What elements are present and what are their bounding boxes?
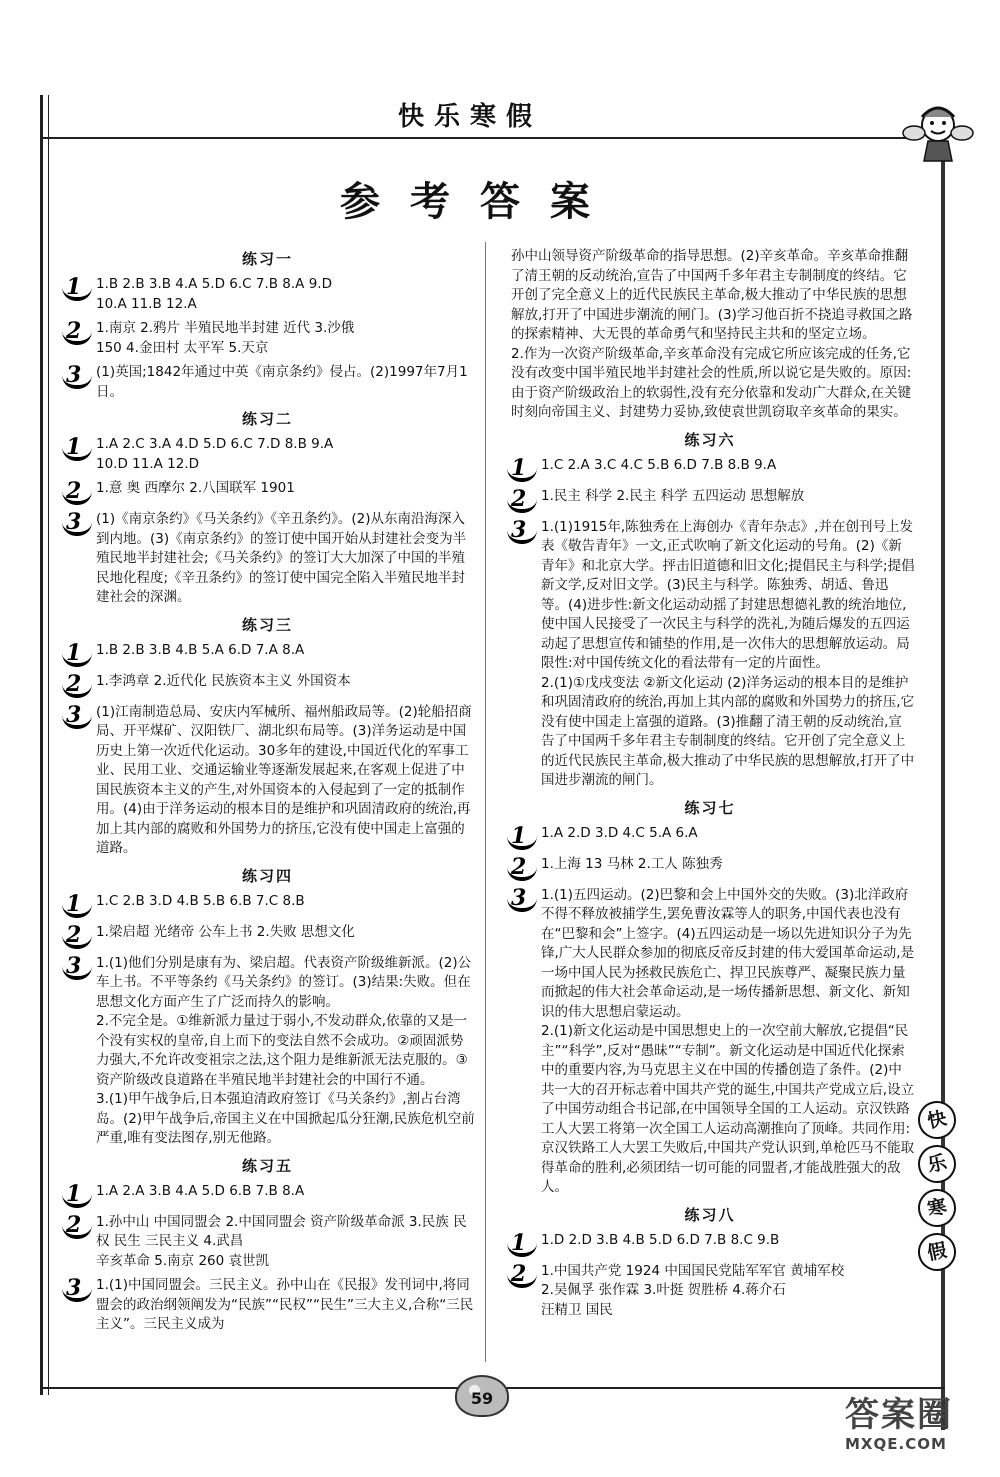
answer-text: (1)英国;1842年通过中英《南京条约》侵占。(2)1997年7月1日。 — [96, 364, 468, 400]
question-number: 2 — [511, 853, 527, 880]
question-number-icon — [60, 954, 96, 980]
side-badge — [918, 1095, 958, 1277]
question-number: 1 — [511, 454, 527, 481]
question-number-icon — [60, 641, 96, 667]
question-number: 2 — [66, 670, 82, 697]
answer-text: 1.中国共产党 1924 中国国民党陆军军官 黄埔军校 2.吴佩孚 张作霖 3.叶挺 贺胜桥 4.蒋介石 汪精卫 国民 — [541, 1262, 845, 1318]
question-number: 3 — [511, 516, 527, 543]
question-number-icon — [505, 456, 541, 482]
answer-item — [60, 892, 475, 918]
section-title: 练习五 — [241, 1156, 293, 1175]
question-number: 3 — [66, 952, 82, 979]
answer-item — [60, 1276, 475, 1335]
answer-item — [60, 672, 475, 698]
section-title: 练习七 — [684, 798, 736, 817]
answer-text: 1.A 2.D 3.D 4.C 5.A 6.A — [541, 824, 698, 841]
answer-item — [60, 954, 475, 1149]
side-badge-char: 乐 — [914, 1141, 959, 1186]
question-number: 1 — [66, 890, 82, 917]
running-header: 快乐寒假 — [397, 102, 542, 132]
answer-text: 1.李鸿章 2.近代化 民族资本主义 外国资本 — [96, 672, 351, 689]
question-number-icon — [60, 275, 96, 301]
question-number-icon — [505, 824, 541, 850]
question-number-icon — [60, 435, 96, 461]
question-number-icon — [505, 518, 541, 544]
answer-item — [505, 518, 915, 791]
answer-item — [60, 275, 475, 314]
question-number-icon — [60, 319, 96, 345]
question-number: 3 — [66, 1275, 82, 1301]
answer-text: 孙中山领导资产阶级革命的指导思想。(2)辛亥革命。辛亥革命推翻了清王朝的反动统治,宣告了中国两千多年君主专制制度的终结。它开创了完全意义上的近代民族民主革命,极大推动了中华民族的思想解放,打开了中国进步潮流的闸门。(3)学习他百折不挠追寻救国之路的探索精神、大无畏的革命勇气和坚持民主共和的坚定立场。 2.作为一次资产阶级革命,辛亥革命没有完成它所应该完成的任务,它没有改变中国半殖民地半封建社会的性质,所以说它是失败的。原因:由于资产阶级政治上的软弱性,没有充分依靠和发动广大群众,在关键时刻向帝国主义、封建势力妥协,致使袁世凯窃取辛亥革命的果实。 — [511, 248, 913, 420]
answer-text: 1.(1)他们分别是康有为、梁启超。代表资产阶级维新派。(2)公车上书。不平等条约《马关条约》的签订。(3)结果:失败。但在思想文化方面产生了广泛而持久的影响。 2.不完全是。①维新派力量过于弱小,不发动群众,依靠的又是一个没有实权的皇帝,自上而下的变法自然不会成功。②顽固派势力强大,不允许改变祖宗之法,这个阻力是维新派无法克服的。③资产阶级改良道路在半殖民地半封建社会的中国行不通。 3.(1)甲午战争后,日本强迫清政府签订《马关条约》,割占台湾岛。(2)甲午战争后,帝国主义在中国掀起瓜分狂潮,民族危机空前严重,唯有变法图存,别无他路。 — [96, 954, 475, 1146]
answer-text: 1.(1)1915年,陈独秀在上海创办《青年杂志》,并在创刊号上发表《敬告青年》一文,正式吹响了新文化运动的号角。(2)《新青年》和北京大学。抨击旧道德和旧文化;提倡民主与科学;提倡新文学,反对旧文学。(3)民主与科学。陈独秀、胡适、鲁迅等。(4)进步性:新文化运动动摇了封建思想德礼教的统治地位,使中国人民接受了一次民主与科学的洗礼,为随后爆发的五四运动起了思想宣传和铺垫的作用,是一次伟大的思想解放运动。局限性:对中国传统文化的看法带有一定的片面性。 2.(1)①戊戌变法 ②新文化运动 (2)洋务运动的根本目的是维护和巩固清政府的统治,再加上其内部的腐败和外国势力的挤压,它没有使中国走上富强的道路。(3)推翻了清王朝的反动统治,宣告了中国两千多年君主专制制度的终结。它开创了完全意义上的近代民族民主革命,极大推动了中华民族的思想解放,打开了中国进步潮流的闸门。 — [541, 518, 915, 788]
question-number: 2 — [66, 318, 82, 344]
question-number: 2 — [511, 1260, 527, 1287]
question-number-icon — [60, 363, 96, 389]
answer-item — [60, 703, 475, 859]
side-badge-char: 寒 — [914, 1185, 959, 1230]
answer-item — [505, 886, 915, 1198]
answer-item — [505, 1262, 915, 1321]
answer-text: 1.A 2.A 3.B 4.A 5.D 6.B 7.B 8.A — [96, 1182, 305, 1199]
page-title: 参考答案 — [340, 179, 620, 225]
question-number: 2 — [66, 478, 82, 504]
page-frame-left-inner — [48, 95, 49, 1395]
question-number-icon — [60, 923, 96, 949]
question-number: 2 — [66, 921, 82, 948]
answer-item — [60, 435, 475, 474]
answer-text: 1.(1)五四运动。(2)巴黎和会上中国外交的失败。(3)北洋政府不得不释放被捕学生,罢免曹汝霖等人的职务,中国代表也没有在“巴黎和会”上签字。(4)五四运动是一场以先进知识分子为先锋,广大人民群众参加的彻底反帝反封建的伟大爱国革命运动,是一场中国人民为拯救民族危亡、捍卫民族尊严、凝聚民族力量而掀起的伟大社会革命运动,是一场传播新思想、新文化、新知识的伟大思想启蒙运动。 2.(1)新文化运动是中国思想史上的一次空前大解放,它提倡“民主”“科学”,反对“愚昧”“专制”。新文化运动是中国近代化探索中的重要内容,为马克思主义在中国的传播创造了条件。(2)中共一大的召开标志着中国共产党的诞生,中国共产党成立后,设立了中国劳动组合书记部,在中国领导全国的工人运动。京汉铁路工人大罢工将第一次全国工人运动高潮推向了顶峰。共同作用:京汉铁路工人大罢工失败后,中国共产党认识到,单枪匹马不能取得革命的胜利,必须团结一切可能的同盟者,才能战胜强大的敌人。 — [541, 886, 915, 1195]
question-number: 1 — [511, 822, 527, 849]
header-rule — [40, 137, 910, 139]
question-number: 3 — [66, 701, 82, 728]
question-number: 3 — [511, 884, 527, 911]
answer-text: 1.南京 2.鸦片 半殖民地半封建 近代 3.沙俄 150 4.金田村 太平军 5.天京 — [96, 320, 355, 356]
question-number: 3 — [66, 362, 82, 388]
answer-text: 1.A 2.C 3.A 4.D 5.D 6.C 7.D 8.B 9.A 10.D 11.A 12.D — [96, 436, 334, 472]
question-number-icon — [60, 510, 96, 536]
question-number: 2 — [511, 485, 527, 512]
answer-text: 1.民主 科学 2.民主 科学 五四运动 思想解放 — [541, 487, 805, 504]
side-badge-char: 快 — [914, 1097, 959, 1142]
side-badge-char: 假 — [914, 1229, 959, 1274]
answer-text: 1.B 2.B 3.B 4.B 5.A 6.D 7.A 8.A — [96, 641, 305, 658]
section-title: 练习三 — [241, 615, 293, 634]
question-number: 1 — [66, 1180, 82, 1207]
question-number-icon — [505, 886, 541, 912]
answer-item — [60, 479, 475, 505]
page-number: 59 — [455, 1375, 509, 1417]
section-title: 练习四 — [241, 866, 293, 885]
question-number: 1 — [66, 639, 82, 666]
question-number: 1 — [66, 434, 82, 460]
question-number-icon — [60, 703, 96, 729]
answer-text: 1.B 2.B 3.B 4.A 5.D 6.C 7.B 8.A 9.D 10.A 11.B 12.A — [96, 276, 332, 312]
answer-item — [505, 855, 915, 881]
section-title: 练习一 — [241, 250, 293, 268]
left-column — [60, 242, 475, 1340]
column-divider — [485, 242, 486, 1362]
page-frame-left — [40, 95, 43, 1395]
answer-text: 1.C 2.B 3.D 4.B 5.B 6.B 7.C 8.B — [96, 892, 305, 909]
section-title: 练习二 — [241, 410, 293, 428]
answer-item — [505, 1231, 915, 1257]
question-number-icon — [60, 892, 96, 918]
question-number: 1 — [511, 1229, 527, 1256]
answer-text: 1.上海 13 马林 2.工人 陈独秀 — [541, 855, 723, 872]
answer-item — [60, 510, 475, 608]
answer-text: 1.C 2.A 3.C 4.C 5.B 6.D 7.B 8.B 9.A — [541, 456, 777, 473]
question-number-icon — [505, 1262, 541, 1288]
answer-item — [505, 487, 915, 513]
answer-text: 1.孙中山 中国同盟会 2.中国同盟会 资产阶级革命派 3.民族 民权 民生 三民主义 4.武昌 辛亥革命 5.南京 260 袁世凯 — [96, 1213, 467, 1269]
answer-item — [60, 319, 475, 358]
watermark-logo: 答案圈 MXQE.COM — [845, 1395, 953, 1453]
section-title: 练习八 — [684, 1205, 736, 1224]
answer-text: (1)江南制造总局、安庆内军械所、福州船政局等。(2)轮船招商局、开平煤矿、汉阳铁厂、湖北织布局等。(3)洋务运动是中国历史上第一次近代化运动。30多年的建设,中国近代化的军事工业、民用工业、交通运输业等逐渐发展起来,在客观上促进了中国民族资本主义的产生,对外国资本的入侵起到了一定的抵制作用。(4)由于洋务运动的根本目的是维护和巩固清政府的统治,再加上其内部的腐败和外国势力的挤压,它没有使中国走上富强的道路。 — [96, 703, 472, 856]
question-number: 3 — [66, 509, 82, 535]
question-number-icon — [505, 1231, 541, 1257]
question-number-icon — [60, 672, 96, 698]
answer-item — [60, 1182, 475, 1208]
right-column — [505, 244, 915, 1325]
answer-text: 1.D 2.D 3.B 4.B 5.D 6.D 7.B 8.C 9.B — [541, 1231, 780, 1248]
question-number-icon — [60, 479, 96, 505]
question-number-icon — [505, 855, 541, 881]
question-number: 1 — [66, 274, 82, 300]
answer-item — [60, 923, 475, 949]
answer-item — [505, 247, 915, 423]
answer-text: 1.意 奥 西摩尔 2.八国联军 1901 — [96, 480, 295, 496]
question-number-icon — [505, 487, 541, 513]
mascot-icon — [900, 95, 975, 165]
answer-text: 1.(1)中国同盟会。三民主义。孙中山在《民报》发刊词中,将同盟会的政治纲领阐发为“民族”“民权”“民生”三大主义,合称“三民主义”。三民主义成为 — [96, 1277, 474, 1332]
answer-item — [505, 824, 915, 850]
answer-text: 1.梁启超 光绪帝 公车上书 2.失败 思想文化 — [96, 923, 355, 940]
question-number-icon — [60, 1213, 96, 1239]
question-number-icon — [60, 1276, 96, 1302]
answer-text: (1)《南京条约》《马关条约》《辛丑条约》。(2)从东南沿海深入到内地。(3)《南京条约》的签订使中国开始从封建社会变为半殖民地半封建社会;《马关条约》的签订大大加深了中国的半殖民地化程度;《辛丑条约》的签订使中国完全陷入半殖民地半封建社会的深渊。 — [96, 511, 467, 605]
question-number-icon — [60, 1182, 96, 1208]
section-title: 练习六 — [684, 430, 736, 449]
answer-item — [60, 1213, 475, 1272]
answer-item — [60, 363, 475, 402]
answer-item — [60, 641, 475, 667]
question-number: 2 — [66, 1211, 82, 1238]
answer-item — [505, 456, 915, 482]
